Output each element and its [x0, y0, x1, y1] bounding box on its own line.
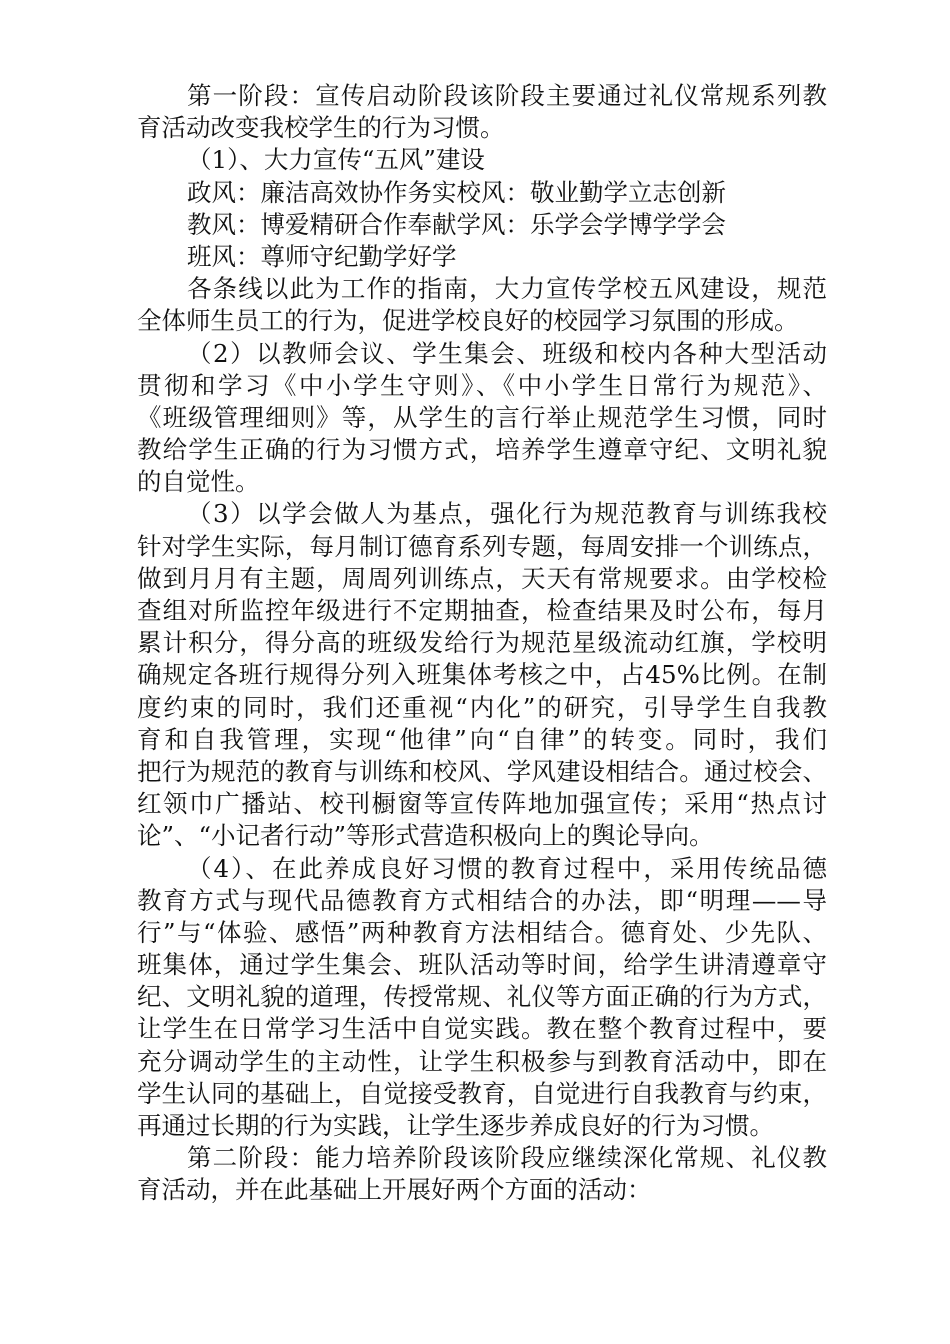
text-line: 全体师生员工的行为，促进学校良好的校园学习氛围的形成。: [137, 306, 799, 336]
text-line: （3）以学会做人为基点，强化行为规范教育与训练我校: [187, 499, 827, 529]
text-line: 政风：廉洁高效协作务实校风：敬业勤学立志创新: [187, 177, 726, 207]
text-line: 第一阶段：宣传启动阶段该阶段主要通过礼仪常规系列教: [187, 81, 827, 110]
document-body: [137, 80, 827, 1207]
text-line: 各条线以此为工作的指南，大力宣传学校五风建设，规范: [187, 274, 827, 304]
text-line: 纪、文明礼貌的道理，传授常规、礼仪等方面正确的行为方式，: [137, 982, 827, 1012]
text-line: 度约束的同时，我们还重视“内化”的研究，引导学生自我教: [137, 692, 827, 722]
text-line: 贯彻和学习《中小学生守则》、《中小学生日常行为规范》、: [137, 370, 827, 400]
text-line: 充分调动学生的主动性，让学生积极参与到教育活动中，即在: [137, 1046, 827, 1076]
text-line: 教风：博爱精研合作奉献学风：乐学会学博学学会: [187, 209, 726, 239]
text-line: 做到月月有主题，周周列训练点，天天有常规要求。由学校检: [137, 563, 827, 593]
text-line: 班风：尊师守纪勤学好学: [187, 241, 457, 271]
text-line: 把行为规范的教育与训练和校风、学风建设相结合。通过校会、: [137, 756, 827, 786]
text-line: 确规定各班行规得分列入班集体考核之中，占45%比例。在制: [137, 660, 827, 690]
text-line: 针对学生实际，每月制订德育系列专题，每周安排一个训练点，: [137, 531, 827, 561]
text-line: （4）、在此养成良好习惯的教育过程中，采用传统品德: [187, 853, 827, 883]
text-line: 学生认同的基础上，自觉接受教育，自觉进行自我教育与约束，: [137, 1078, 827, 1108]
text-line: 《班级管理细则》等，从学生的言行举止规范学生习惯，同时: [137, 402, 827, 432]
text-line: 的自觉性。: [137, 467, 260, 497]
text-line: 行”与“体验、感悟”两种教育方法相结合。德育处、少先队、: [137, 917, 827, 947]
text-line: 育活动，并在此基础上开展好两个方面的活动：: [137, 1175, 652, 1205]
text-line: 查组对所监控年级进行不定期抽查，检查结果及时公布，每月: [137, 596, 827, 625]
text-line: 再通过长期的行为实践，让学生逐步养成良好的行为习惯。: [137, 1111, 774, 1140]
text-line: （2）以教师会议、学生集会、班级和校内各种大型活动: [187, 338, 827, 368]
text-line: 教给学生正确的行为习惯方式，培养学生遵章守纪、文明礼貌: [137, 435, 827, 465]
text-line: 论”、“小记者行动”等形式营造积极向上的舆论导向。: [137, 821, 714, 851]
text-line: 班集体，通过学生集会、班队活动等时间，给学生讲清遵章守: [137, 950, 827, 980]
text-line: 红领巾广播站、校刊橱窗等宣传阵地加强宣传；采用“热点讨: [137, 789, 827, 819]
text-line: 教育方式与现代品德教育方式相结合的办法，即“明理——导: [137, 885, 827, 915]
text-line: 让学生在日常学习生活中自觉实践。教在整个教育过程中，要: [137, 1014, 827, 1044]
text-line: 育活动改变我校学生的行为习惯。: [137, 113, 505, 143]
text-line: 育和自我管理，实现“他律”向“自律”的转变。同时，我们: [137, 724, 827, 754]
text-line: 累计积分，得分高的班级发给行为规范星级流动红旗，学校明: [137, 628, 827, 658]
text-line: 第二阶段：能力培养阶段该阶段应继续深化常规、礼仪教: [187, 1143, 827, 1173]
text-line: （1）、大力宣传“五风”建设: [187, 145, 485, 175]
